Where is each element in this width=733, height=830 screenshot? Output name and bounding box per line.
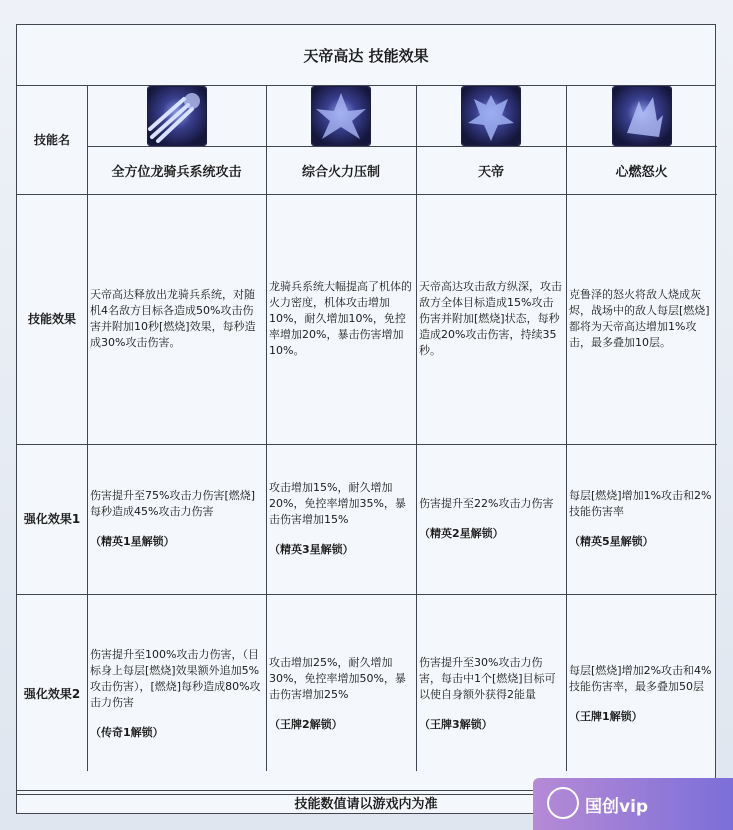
tiandi-gundam-icon [462,87,520,145]
skill-name: 天帝 [477,164,504,180]
unlock-condition: （精英2星解锁） [419,527,504,540]
dragoon-system-attack-icon [148,87,206,145]
unlock-condition: （精英3星解锁） [269,543,354,556]
skill-icon-cell [566,85,717,146]
skill-effect [416,194,566,444]
enhance1-text: 每层[燃烧]增加1%攻击和2%技能伤害率 [569,489,712,518]
burning-rage-icon [613,87,671,145]
unlock-condition: （王牌2解锁） [269,718,343,731]
skill-effect [87,194,266,444]
skill-effect [266,194,416,444]
skill-effect-text: 克鲁泽的怒火将敌人烧成灰烬，战场中的敌人每层[燃烧]都将为天帝高达增加1%攻击，最多叠加10层。 [569,288,710,349]
skill-icon-cell [416,85,566,146]
enhance2-cell [87,594,266,794]
enhance1-cell [87,444,266,594]
unlock-condition: （精英5星解锁） [569,535,654,548]
row-label-effect: 技能效果 [27,312,76,326]
enhance2-text: 攻击增加25%，耐久增加30%，免控率增加50%，暴击伤害增加25% [269,656,406,701]
watermark [533,778,733,830]
unlock-condition: （精英1星解锁） [90,535,175,548]
unlock-condition: （王牌3解锁） [419,718,493,731]
enhance2-cell [566,594,717,794]
row-label-skill-name: 技能名 [33,132,70,147]
unlock-condition: （王牌1解锁） [569,710,643,723]
unlock-condition: （传奇1解锁） [90,726,164,739]
skill-table [16,24,716,814]
enhance2-cell [416,594,566,794]
footer-note: 技能数值请以游戏内为准 [17,790,715,813]
skill-name: 心燃怒火 [615,164,668,180]
watermark-logo-icon [547,787,579,819]
enhance1-text: 伤害提升至22%攻击力伤害 [419,497,554,510]
enhance1-text: 攻击增加15%，耐久增加20%，免控率增加35%，暴击伤害增加15% [269,481,406,526]
skill-effect-text: 天帝高达释放出龙骑兵系统，对随机4名敌方目标各造成50%攻击伤害并附加10秒[燃烧]效果，每秒造成30%攻击伤害。 [90,288,256,349]
skill-name: 全方位龙骑兵系统攻击 [111,164,242,180]
watermark-text: 国创vip [585,796,649,817]
enhance1-cell [266,444,416,594]
enhance2-text: 伤害提升至100%攻击力伤害，（目标身上每层[燃烧]效果额外追加5%攻击伤害），[燃烧]每秒造成80%攻击力伤害 [90,648,261,709]
enhance2-cell [266,594,416,794]
enhance1-text: 伤害提升至75%攻击力伤害[燃烧]每秒造成45%攻击力伤害 [90,489,256,518]
enhance1-cell [416,444,566,594]
skill-name: 综合火力压制 [301,164,380,180]
enhance2-text: 每层[燃烧]增加2%攻击和4%技能伤害率，最多叠加50层 [569,664,712,693]
skill-icon-cell [87,85,266,146]
skill-icon-cell [266,85,416,146]
enhance1-cell [566,444,717,594]
row-label-enhance2: 强化效果2 [23,687,81,701]
skill-effect-text: 天帝高达攻击敌方纵深，攻击敌方全体目标造成15%攻击伤害并附加[燃烧]状态，每秒造成20%攻击伤害，持续35秒。 [419,280,562,357]
page-title: 天帝高达 技能效果 [17,25,715,86]
firepower-suppression-icon [312,87,370,145]
skill-effect [566,194,717,444]
row-label-enhance1: 强化效果1 [23,512,81,526]
skill-effect-text: 龙骑兵系统大幅提高了机体的火力密度，机体攻击增加10%，耐久增加10%，免控率增加20%，暴击伤害增加10%。 [269,280,412,357]
enhance2-text: 伤害提升至30%攻击力伤害，每击中1个[燃烧]目标可以使自身额外获得2能量 [419,656,556,701]
